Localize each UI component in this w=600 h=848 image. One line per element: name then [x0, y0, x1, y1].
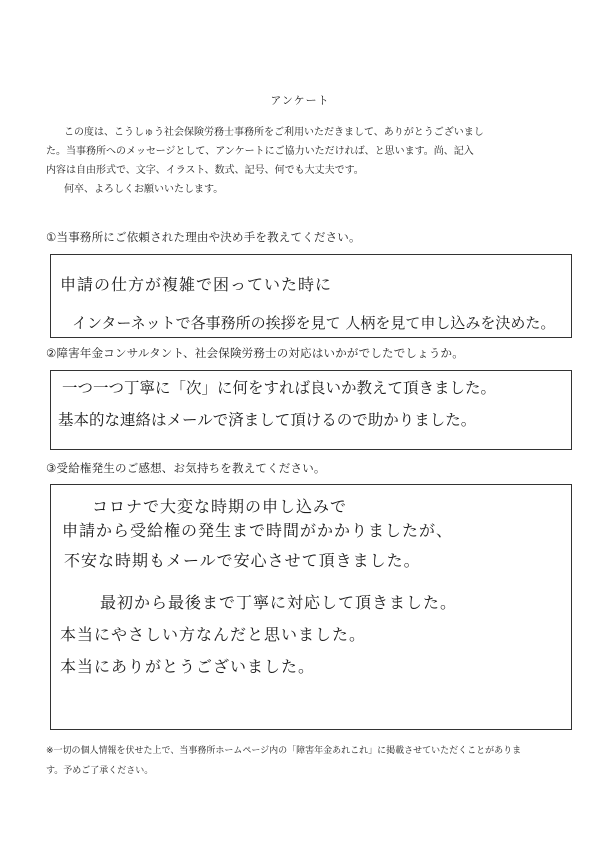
- answer-3-line: 最初から最後まで丁寧に対応して頂きました。: [100, 593, 458, 612]
- footer-line: す。予めご了承ください。: [46, 766, 154, 776]
- answer-3-line: 不安な時期もメールで安心させて頂きました。: [64, 551, 421, 570]
- footer-line: ※一切の個人情報を伏せた上で、当事務所ホームページ内の「障害年金あれこれ」に掲載させていただくことがありま: [46, 746, 522, 756]
- intro-line: 何卒、よろしくお願いいたします。: [64, 184, 224, 195]
- intro-line: た。当事務所へのメッセージとして、アンケートにご協力いただければ、と思います。尚、記入: [46, 146, 474, 157]
- answer-3-line: 本当にありがとうございました。: [60, 657, 316, 676]
- answer-1-line: インターネットで各事務所の挨拶を見て 人柄を見て申し込みを決めた。: [72, 314, 556, 332]
- intro-text: [46, 123, 566, 199]
- answer-3-line: 申請から受給権の発生まで時間がかかりましたが、: [62, 521, 454, 540]
- intro-line: 内容は自由形式で、文字、イラスト、数式、記号、何でも大丈夫です。: [46, 165, 364, 176]
- answer-3-line: 本当にやさしい方なんだと思いました。: [60, 625, 367, 644]
- intro-line: この度は、こうしゅう社会保険労務士事務所をご利用いただきまして、ありがとうございまし: [64, 127, 484, 138]
- answer-2-line: 一つ一つ丁寧に「次」に何をすれば良いか教えて頂きました。: [62, 379, 497, 397]
- form-title: アンケート: [270, 94, 330, 107]
- question-1: ①当事務所にご依頼された理由や決め手を教えてください。: [46, 230, 361, 244]
- question-2: ②障害年金コンサルタント、社会保険労務士の対応はいかがでしたでしょうか。: [46, 346, 464, 360]
- footer-note: [46, 741, 566, 781]
- answer-1-line: 申請の仕方が複雑で困っていた時に: [60, 275, 333, 294]
- answer-2-line: 基本的な連絡はメールで済まして頂けるので助かりました。: [58, 411, 477, 429]
- answer-3-line: コロナで大変な時期の申し込みで: [92, 497, 348, 516]
- question-3: ③受給権発生のご感想、お気持ちを教えてください。: [46, 461, 326, 475]
